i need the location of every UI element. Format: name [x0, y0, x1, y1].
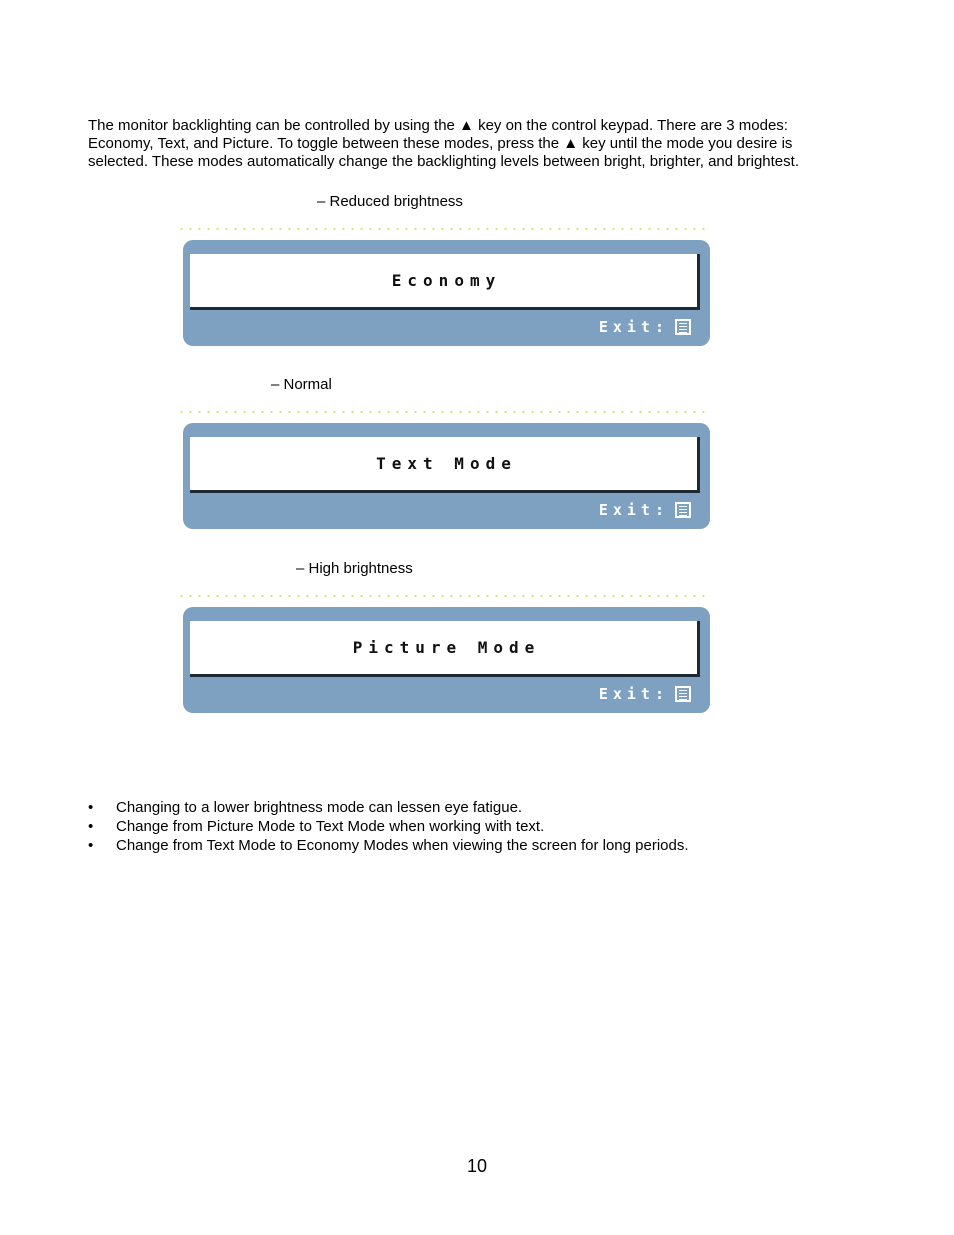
osd-screen	[190, 254, 700, 310]
osd-screen	[190, 621, 700, 677]
dotted-rule	[177, 595, 707, 597]
osd-exit	[599, 685, 691, 703]
mode-caption-text: – Normal	[271, 376, 332, 393]
osd-exit	[599, 318, 691, 336]
osd-mode-title: Economy	[391, 271, 502, 290]
osd-screen	[190, 437, 700, 493]
osd-panel-economy	[183, 240, 710, 346]
tip-text: Change from Picture Mode to Text Mode when working with text.	[116, 818, 545, 835]
osd-panel-text	[183, 423, 710, 529]
mode-caption-picture: – High brightness	[296, 560, 413, 577]
dotted-rule	[177, 228, 707, 230]
bullet: •	[88, 837, 94, 854]
dotted-rule	[177, 411, 707, 413]
list-item	[88, 836, 689, 855]
menu-icon	[675, 686, 691, 702]
osd-exit-label: Exit:	[598, 501, 669, 519]
page-number: 10	[466, 1156, 488, 1176]
intro-paragraph: The monitor backlighting can be controlled by using the ▲ key on the control keypad. There are 3 modes: Economy, Text, and Picture. To toggle between these modes, press the ▲ key until the mode you desire is selected. These modes automatically change the backlighting levels between bright, brighter, and brightest.	[88, 117, 799, 170]
menu-icon	[675, 319, 691, 335]
tip-text: Change from Text Mode to Economy Modes when viewing the screen for long periods.	[116, 837, 689, 854]
list-item	[88, 817, 689, 836]
osd-exit-label: Exit:	[598, 685, 669, 703]
mode-caption-economy: – Reduced brightness	[317, 193, 463, 210]
osd-exit	[599, 501, 691, 519]
tip-text: Changing to a lower brightness mode can lessen eye fatigue.	[116, 799, 523, 816]
osd-panel-picture	[183, 607, 710, 713]
osd-mode-title: Picture Mode	[352, 638, 541, 657]
bullet: •	[88, 818, 94, 835]
tips-list	[88, 798, 689, 855]
osd-exit-label: Exit:	[598, 318, 669, 336]
menu-icon	[675, 502, 691, 518]
osd-mode-title: Text Mode	[376, 454, 517, 473]
bullet: •	[88, 799, 94, 816]
list-item	[88, 798, 689, 817]
